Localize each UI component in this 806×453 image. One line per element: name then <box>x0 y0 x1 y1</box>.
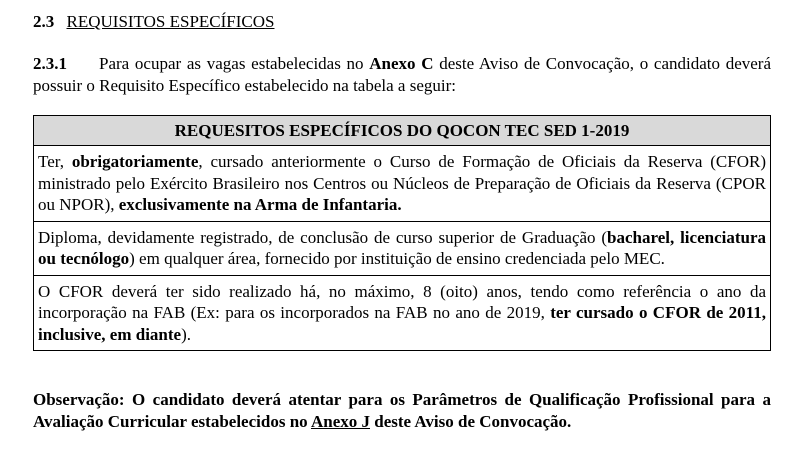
row-text: , cursado anteriormente o Curso de Formação de Oficiais da Reserva (CFOR) ministrado pelo Exército Brasileiro nos Centros ou Núcleos de Preparação de Oficiais da Reserva (CPOR ou NPOR), <box>38 152 766 214</box>
observation-note <box>33 389 771 432</box>
row-text: ) em qualquer área, fornecido por instituição de ensino credenciada pelo MEC. <box>129 249 665 268</box>
intro-text-after: deste Aviso de Convocação, o candidato deverá possuir o Requisito Específico estabelecido na tabela a seguir: <box>33 54 772 95</box>
row-text: O CFOR deverá ter sido realizado há, no máximo, 8 (oito) anos, tendo como referência o ano da incorporação na FAB (Ex: para os incorporados na FAB no ano de 2019, <box>38 281 766 322</box>
annex-j-reference: Anexo J <box>310 411 370 431</box>
requirement-row-deadline <box>34 276 770 351</box>
requirement-row-diploma <box>34 222 770 276</box>
section-title: REQUISITOS ESPECÍFICOS <box>66 12 275 31</box>
row-emphasis: obrigatoriamente <box>71 152 199 171</box>
row-emphasis: bacharel, licenciatura ou tecnólogo <box>38 227 766 268</box>
section-number: 2.3 <box>33 12 55 31</box>
table-header: REQUESITOS ESPECÍFICOS DO QOCON TEC SED 1-2019 <box>34 116 770 146</box>
row-text: Ter, <box>38 152 72 171</box>
section-heading <box>33 11 274 33</box>
observation-text-before: Observação: O candidato deverá atentar para os Parâmetros de Qualificação Profissional para a Avaliação Curricular estabelecidos no <box>33 390 771 431</box>
row-emphasis: ter cursado o CFOR de 2011, inclusive, em diante <box>38 303 766 344</box>
row-text: Diploma, devidamente registrado, de conclusão de curso superior de Graduação ( <box>38 227 608 247</box>
row-text: ). <box>181 324 192 344</box>
observation-text-after: deste Aviso de Convocação. <box>370 411 572 431</box>
intro-text-before: Para ocupar as vagas estabelecidas no <box>99 54 370 73</box>
intro-paragraph <box>33 53 771 96</box>
annex-c-reference: Anexo C <box>369 54 434 73</box>
requirements-table <box>33 115 771 351</box>
requirement-row-cfor <box>34 146 770 222</box>
row-emphasis: exclusivamente na Arma de Infantaria. <box>118 195 402 214</box>
paragraph-number: 2.3.1 <box>33 54 67 73</box>
